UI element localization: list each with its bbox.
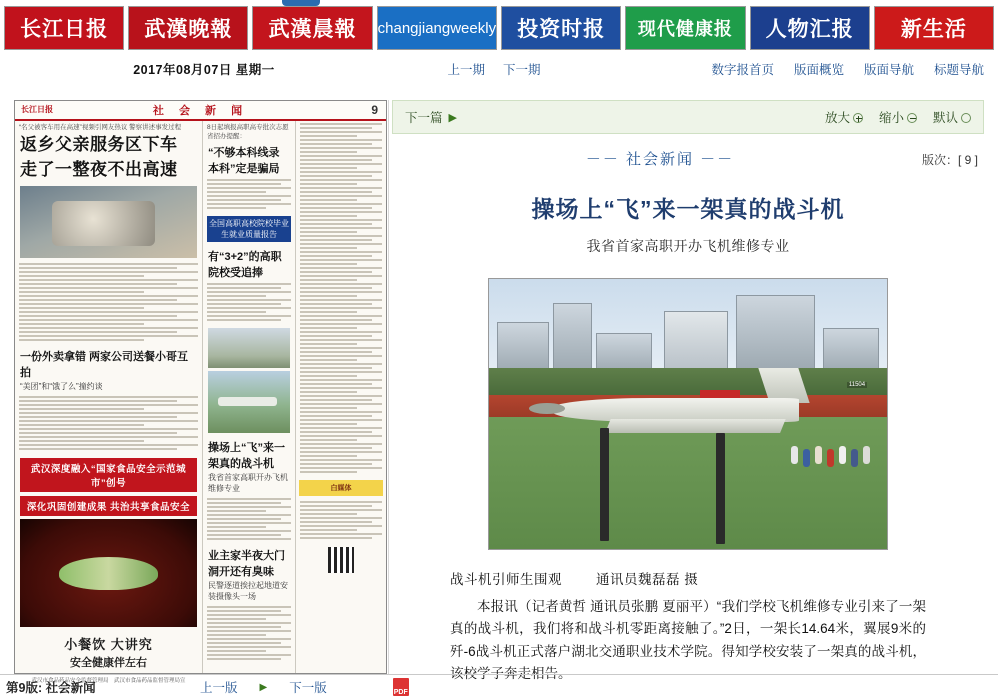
masthead-item-xinshenghuo[interactable] (874, 6, 994, 50)
masthead-label: 现代健康报 (637, 19, 733, 39)
photo-building (664, 311, 728, 376)
zoom-controls (825, 108, 971, 126)
masthead-item-wuhan-wanbao[interactable] (128, 6, 248, 50)
col3-yellow-box: 白媒体 (299, 480, 383, 496)
masthead-label: 武漢晨報 (268, 18, 357, 41)
article-reader (392, 100, 984, 681)
col2-body-c (203, 496, 295, 544)
col1-headline-1: 返乡父亲服务区下车 (20, 135, 178, 155)
col2-headline: “不够本科线录本科”定是骗局 (208, 147, 280, 176)
issue-date: 2017年08月07日 星期一 (133, 63, 275, 77)
article-subtitle: 我省首家高职开办飞机维修专业 (586, 238, 790, 254)
toolbar-links (711, 60, 984, 78)
next-issue-link[interactable]: 下一期 (503, 63, 541, 77)
col1-footer-note: 武汉市食品药品安全监督管理局 武汉市食品药品监督管理局宣 (31, 677, 186, 684)
pdf-download-icon[interactable]: PDF (393, 678, 409, 696)
col1-red-band-1: 武汉深度融入“国家食品安全示范城市”创号 (20, 458, 197, 492)
photo-number-tag: 11504 (848, 381, 866, 388)
facsimile-logo: 长江日报 (21, 105, 53, 114)
next-page-link[interactable]: 下一版 (289, 681, 327, 695)
photo-caption (450, 568, 926, 588)
arrow-right-icon: ▶ (448, 111, 457, 124)
zoom-in-icon (853, 113, 863, 123)
masthead-label: 武漢晚報 (144, 18, 233, 41)
photo-support-pole (600, 428, 609, 541)
zoom-in-button[interactable] (825, 108, 863, 126)
prev-page-link[interactable]: 上一版 (200, 681, 238, 695)
link-headline-nav[interactable]: 标题导航 (933, 63, 984, 77)
prev-issue-link[interactable]: 上一期 (447, 63, 485, 77)
photo-building (736, 295, 816, 376)
col1-subheadline: 一份外卖拿错 两家公司送餐小哥互拍 (20, 350, 189, 379)
col1-photo-fish (20, 519, 197, 627)
next-article-button[interactable] (405, 108, 457, 126)
photo-student (839, 446, 846, 464)
col2-body-b (203, 281, 295, 325)
link-digital-home[interactable]: 数字报首页 (711, 63, 774, 77)
photo-sports-field (489, 417, 887, 549)
link-page-nav[interactable]: 版面导航 (863, 63, 914, 77)
col3-qr-code (328, 547, 354, 573)
facsimile-section-title: 社 会 新 闻 (145, 102, 256, 118)
link-page-overview[interactable]: 版面概览 (793, 63, 844, 77)
col1-subheadline-2: “美团”和“饿了么”撞约谈 (20, 381, 103, 391)
col2-body-d (203, 604, 295, 664)
photo-student (851, 449, 858, 467)
col3-body-a (296, 121, 386, 477)
triangle-right-icon: ▶ (259, 681, 268, 693)
photo-jet-wing (606, 419, 787, 433)
masthead-item-xiandai-jiankangbao[interactable] (625, 6, 745, 50)
col1-photo-car (20, 186, 197, 258)
facsimile-column-2[interactable] (203, 121, 296, 673)
masthead-item-changjiang-weekly[interactable] (377, 6, 497, 50)
col1-kicker: “名父被客车用在高速”视频引网友热议 警察讲述事发过程 (19, 124, 182, 131)
photo-treeline (489, 368, 887, 395)
photo-support-pole (716, 433, 725, 544)
col1-food-title: 小餐饮 大讲究 (64, 636, 153, 652)
col2-article-sub: 我省首家高职开办飞机维修专业 (208, 473, 288, 494)
pane-divider (388, 100, 389, 674)
col1-food-sub: 安全健康伴左右 (70, 656, 147, 669)
bottom-bar (0, 674, 998, 699)
facsimile-column-1[interactable] (15, 121, 203, 684)
masthead-label: 人物汇报 (765, 18, 854, 41)
col2-sub-3: 民警逐道挨拉起地道安装摄像头一场 (208, 581, 288, 602)
col2-photo-campus (208, 328, 290, 368)
col2-photo-jet[interactable] (208, 371, 290, 433)
zoom-default-label: 默认 (932, 111, 958, 125)
article-title: 操场上“飞”来一架真的战斗机 (531, 196, 845, 222)
facsimile-columns (15, 121, 386, 684)
zoom-out-label: 缩小 (878, 111, 904, 125)
col1-red-band-2: 深化巩固创建成果 共治共享食品安全 (20, 496, 197, 516)
masthead-item-touzi-shibao[interactable] (501, 6, 621, 50)
zoom-out-icon (907, 113, 917, 123)
photo-student (803, 449, 810, 467)
reader-toolbar (392, 100, 984, 134)
col2-sub-1: 全国高职高校院校毕业生就业质量报告 (207, 216, 291, 242)
article-photo (488, 278, 888, 550)
masthead-label: changjiangweekly (377, 19, 497, 37)
article-body: 本报讯（记者黄哲 通讯员张鹏 夏丽平）“我们学校飞机维修专业引来了一架真的战斗机，我们将和战斗机零距离接触了。”2日，一架长14.64米，翼展9米的歼-6战斗机正式落户湖北交通职业技术学院。得知学校安装了一架真的战斗机，该校学子奔走相告。 (450, 599, 926, 681)
facsimile-column-3[interactable] (296, 121, 386, 673)
issue-nav (394, 60, 594, 78)
col1-headline-2: 走了一整夜不出高速 (20, 160, 178, 180)
photo-red-marking (700, 390, 740, 398)
current-page-label: 第9版: 社会新闻 (6, 681, 96, 695)
zoom-out-button[interactable] (879, 108, 917, 126)
col2-article-title[interactable]: 操场上“飞”来一架真的战斗机 (208, 442, 285, 471)
toolbar (0, 52, 998, 86)
masthead-item-renwu-huibao[interactable] (750, 6, 870, 50)
col1-body-b (15, 394, 202, 454)
masthead-item-changjiang-ribao[interactable] (4, 6, 124, 50)
col2-kicker: 8日起填报高职高专批次志愿 省招办提醒： (207, 124, 289, 141)
section-name: －－ 社会新闻 －－ (585, 151, 735, 168)
caption-credit: 通讯员魏磊磊 摄 (596, 572, 699, 587)
zoom-default-button[interactable] (933, 108, 971, 126)
photo-building (553, 303, 593, 376)
section-row (392, 148, 984, 169)
col2-sub-2: 有“3+2”的高职院校受追捧 (208, 251, 282, 280)
masthead-item-wuhan-chenbao[interactable] (252, 6, 372, 50)
circle-icon (961, 113, 971, 123)
photo-student (827, 449, 834, 467)
photo-jet-nose (529, 403, 565, 414)
masthead-label: 长江日报 (20, 18, 109, 41)
col1-body-a (15, 261, 202, 345)
facsimile-header (15, 101, 386, 121)
edition-label: 版次：[ 9 ] (921, 153, 978, 167)
page-facsimile[interactable] (14, 100, 387, 684)
zoom-in-label: 放大 (824, 111, 850, 125)
col2-body-a (203, 177, 295, 213)
masthead-bar (0, 0, 998, 52)
col3-body-b (296, 499, 386, 543)
next-article-label: 下一篇 (405, 111, 443, 125)
caption-left: 战斗机引师生围观 (450, 572, 562, 587)
photo-student (863, 446, 870, 464)
col2-headline-2: 业主家半夜大门洞开还有臭味 (208, 550, 285, 579)
photo-student (815, 446, 822, 464)
masthead-label: 投资时报 (517, 18, 606, 41)
facsimile-page-number: 9 (371, 103, 378, 117)
masthead-label: 新生活 (900, 18, 967, 41)
page-nav (200, 678, 409, 696)
photo-student (791, 446, 798, 464)
